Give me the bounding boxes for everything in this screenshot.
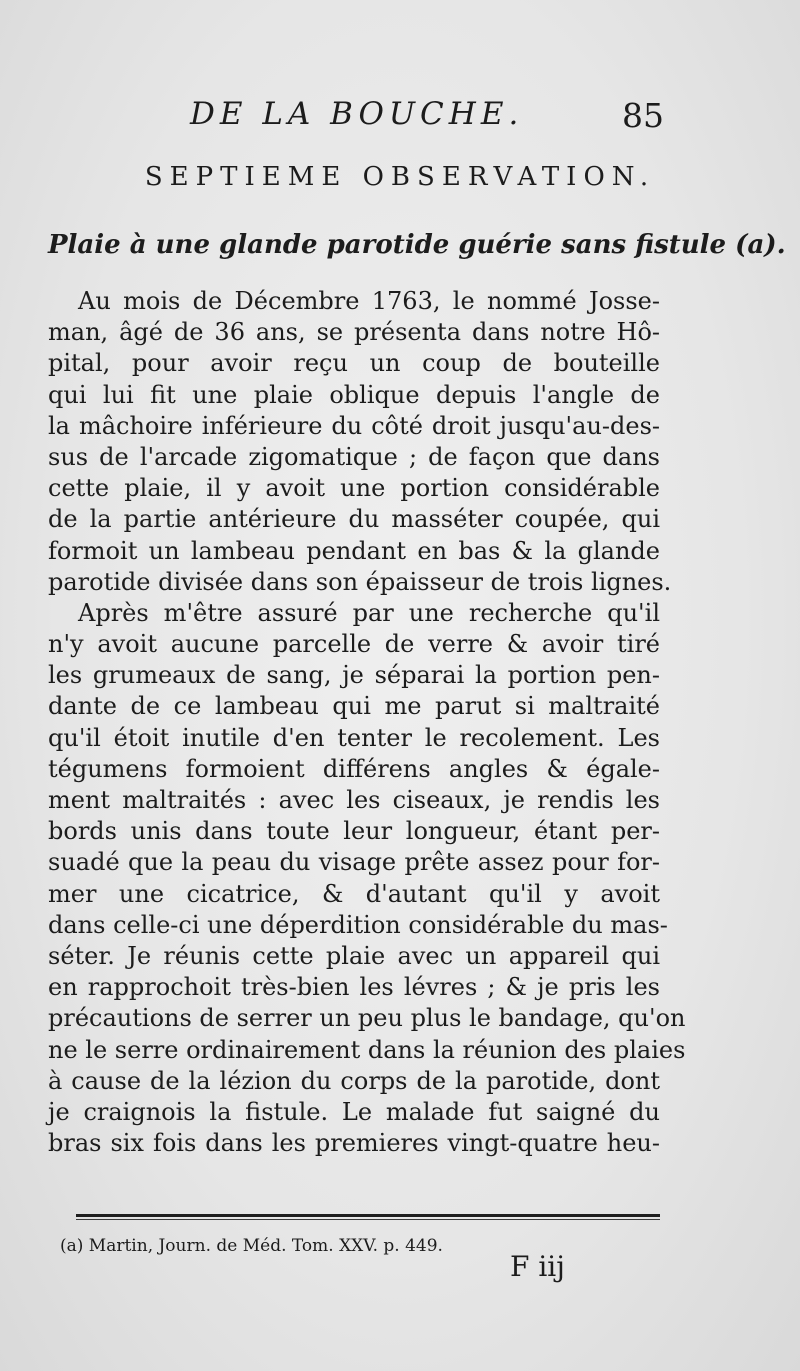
text-line: suadé que la peau du visage prête assez pour for- <box>48 848 660 877</box>
text-line: bords unis dans toute leur longueur, étant per- <box>48 817 660 846</box>
text-line: en rapprochoit très-bien les lévres ; & je pris les <box>48 973 660 1002</box>
text-line: parotide divisée dans son épaisseur de trois lignes. <box>48 567 672 596</box>
text-line: précautions de serrer un peu plus le bandage, qu'on <box>48 1004 686 1033</box>
text-line: ment maltraités : avec les ciseaux, je rendis les <box>48 786 660 814</box>
text-line: Au mois de Décembre 1763, le nommé Josse- <box>78 287 660 315</box>
text-line: qui lui fit une plaie oblique depuis l'angle de <box>48 380 660 409</box>
text-line: les grumeaux de sang, je séparai la portion pen- <box>48 661 660 690</box>
page-header <box>0 96 800 136</box>
text-line: tégumens formoient différens angles & égale- <box>48 754 660 783</box>
body-text <box>48 286 686 1159</box>
paragraph <box>48 286 672 598</box>
text-line: séter. Je réunis cette plaie avec un appareil qui <box>48 941 660 970</box>
text-line: pital, pour avoir reçu un coup de bouteille <box>48 349 660 378</box>
text-line: mer une cicatrice, & d'autant qu'il y avoit <box>48 879 660 908</box>
text-line: ne le serre ordinairement dans la réunion des plaies <box>48 1035 686 1064</box>
text-line: la mâchoire inférieure du côté droit jusqu'au-des- <box>48 411 660 440</box>
signature-mark: F iij <box>510 1250 565 1283</box>
text-line: dans celle-ci une déperdition considérable du mas- <box>48 910 668 939</box>
page-number: 85 <box>622 96 664 135</box>
text-line: à cause de la lézion du corps de la parotide, dont <box>48 1066 660 1095</box>
text-line: qu'il étoit inutile d'en tenter le recolement. Les <box>48 723 660 752</box>
footnote-rule <box>76 1214 660 1220</box>
text-line: cette plaie, il y avoit une portion considérable <box>48 474 660 503</box>
text-line: sus de l'arcade zigomatique ; de façon que dans <box>48 442 660 471</box>
section-title: SEPTIEME OBSERVATION. <box>144 162 656 192</box>
text-line: formoit un lambeau pendant en bas & la glande <box>48 536 660 565</box>
text-line: je craignois la fistule. Le malade fut saigné du <box>48 1097 660 1126</box>
text-line: man, âgé de 36 ans, se présenta dans notre Hô- <box>48 318 660 347</box>
observation-subtitle: Plaie à une glande parotide guérie sans fistule (a). <box>48 230 786 260</box>
text-line: Après m'être assuré par une recherche qu'il <box>78 598 660 627</box>
running-head: DE LA BOUCHE. <box>190 96 524 132</box>
text-line: dante de ce lambeau qui me parut si maltraité <box>48 692 660 721</box>
rule-thin <box>76 1219 660 1220</box>
footnote: (a) Martin, Journ. de Méd. Tom. XXV. p. 449. <box>60 1236 443 1256</box>
rule-thick <box>76 1214 660 1217</box>
paragraph <box>48 598 686 1159</box>
text-line: bras six fois dans les premieres vingt-quatre heu- <box>48 1129 660 1158</box>
text-line: de la partie antérieure du masséter coupée, qui <box>48 505 660 534</box>
text-line: n'y avoit aucune parcelle de verre & avoir tiré <box>48 630 660 659</box>
